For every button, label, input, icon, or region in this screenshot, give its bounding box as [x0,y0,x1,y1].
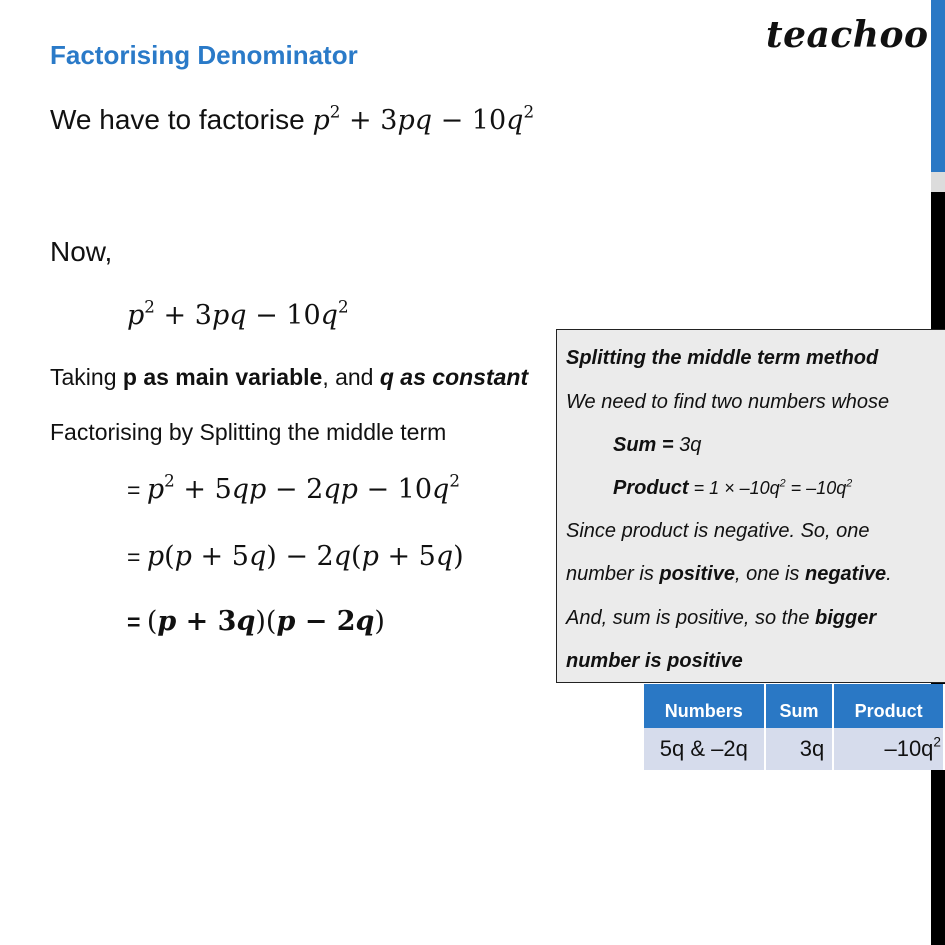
explanation-need: We need to find two numbers whose [566,391,890,413]
header-numbers: Numbers [644,684,765,728]
explanation-sum-rule-2: number is positive [566,650,743,672]
table-row [644,728,944,770]
cell-product: $-10q^2$ [833,728,944,770]
eq-sign-3: = [127,609,147,635]
explanation-sum-rule: And, sum is positive, so the bigger [566,607,877,629]
expression-main: $p^2 + 3pq - 10q^2$ [127,296,349,331]
explanation-product: Product = $1 \times -10q^2 = -10q^2$ [613,477,853,499]
taking-text-2: , and [322,364,380,390]
scroll-track-segment [931,172,945,192]
header-product: Product [833,684,944,728]
teachoo-logo: teachoo [766,14,929,56]
taking-line [50,364,528,391]
scroll-thumb[interactable] [931,0,945,172]
step-1: = $p^2 + 5qp - 2qp - 10q^2$ [127,470,460,505]
header-sum: Sum [765,684,834,728]
page-title: Factorising Denominator [50,40,358,70]
method-line: Factorising by Splitting the middle term [50,419,447,445]
main-variable-text: p as main variable [122,364,323,390]
step-3-result: = (p + 3q)(p − 2q) [127,606,385,637]
cell-sum: 3q [765,728,834,770]
explanation-title: Splitting the middle term method [566,347,879,369]
eq-sign-1: = [127,477,147,503]
intro-line [50,101,535,136]
taking-text-1: Taking [50,364,123,390]
expression-intro: $p^2 + 3pq - 10q^2$ [312,101,535,136]
intro-text: We have to factorise [50,104,313,135]
now-label: Now, [50,236,113,267]
explanation-sign-rule: number is positive, one is negative. [566,563,892,585]
constant-text: q as constant [379,364,529,390]
step-2: = p(p + 5q) − 2q(p + 5q) [127,541,464,572]
numbers-table [644,684,945,770]
explanation-since: Since product is negative. So, one [566,520,870,542]
eq-sign-2: = [127,544,147,570]
explanation-sum: Sum = 3q [613,434,702,456]
table-header-row [644,684,944,728]
explanation-box [556,329,945,683]
cell-numbers: 5q & –2q [644,728,765,770]
